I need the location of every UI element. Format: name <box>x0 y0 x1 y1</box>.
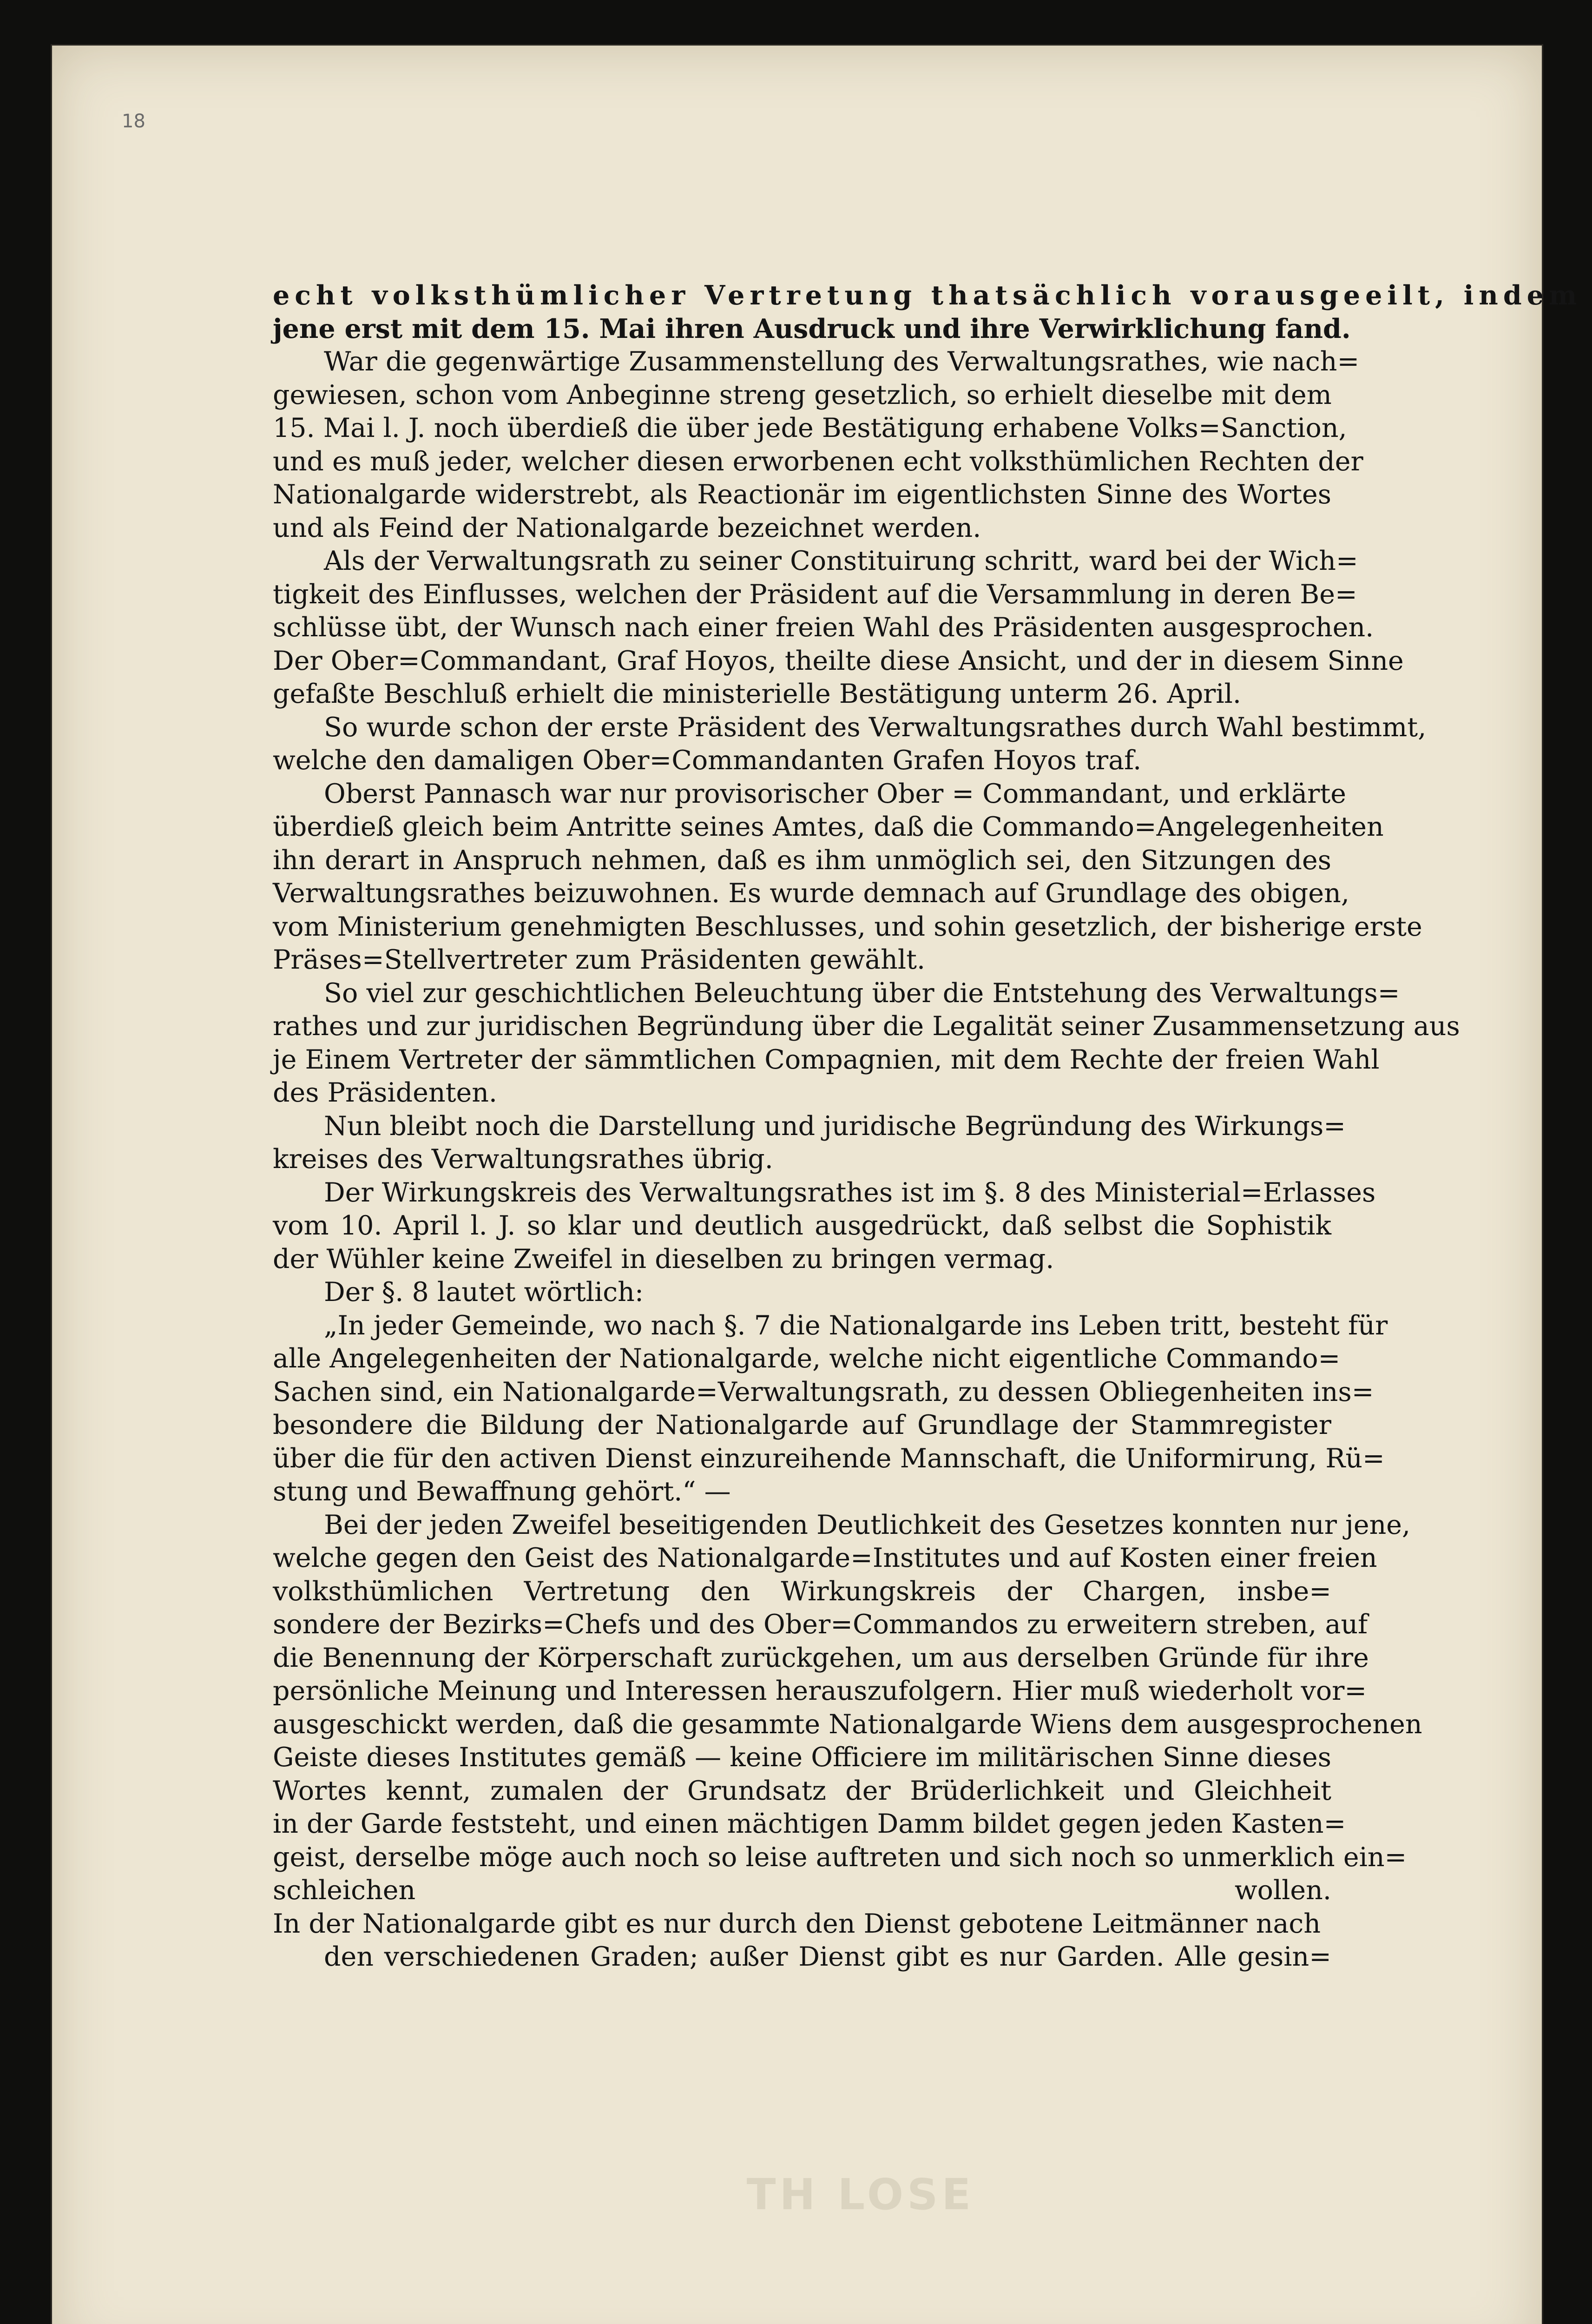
text-line: Der §. 8 lautet wörtlich: <box>324 1277 644 1307</box>
text-line: je Einem Vertreter der sämmtlichen Compagnien, mit dem Rechte der freien Wahl <box>273 1044 1380 1075</box>
text-line: Bei der jeden Zweifel beseitigenden Deutlichkeit des Gesetzes konnten nur jene, <box>324 1509 1411 1540</box>
text-line: Nun bleibt noch die Darstellung und juridische Begründung des Wirkungs= <box>324 1110 1346 1142</box>
text-line <box>273 1974 1331 2007</box>
text-line: volksthümlichen Vertretung den Wirkungskreis der Chargen, insbe= <box>273 1576 1331 1607</box>
text-line: besondere die Bildung der Nationalgarde auf Grundlage der Stammregister <box>273 1410 1331 1440</box>
body-text <box>273 279 1582 2075</box>
text-line: alle Angelegenheiten der Nationalgarde, welche nicht eigentliche Commando= <box>273 1343 1341 1374</box>
text-line: der Wühler keine Zweifel in dieselben zu bringen vermag. <box>273 1243 1054 1274</box>
text-line: vom 10. April l. J. so klar und deutlich ausgedrückt, daß selbst die Sophistik <box>273 1210 1331 1241</box>
text-line: und es muß jeder, welcher diesen erworbenen echt volksthümlichen Rechten der <box>273 446 1363 477</box>
text-line: kreises des Verwaltungsrathes übrig. <box>273 1144 773 1175</box>
bleedthrough-stamp: TH LOSE <box>746 2170 975 2219</box>
text-line: ausgeschickt werden, daß die gesammte Nationalgarde Wiens dem ausgesprochenen <box>273 1709 1422 1740</box>
text-line: geist, derselbe möge auch noch so leise auftreten und sich noch so unmerklich ein= <box>273 1842 1407 1873</box>
text-line: jene erst mit dem 15. Mai ihren Ausdruck und ihre Verwirklichung fand. <box>273 313 1351 344</box>
text-line: War die gegenwärtige Zusammenstellung des Verwaltungsrathes, wie nach= <box>324 346 1360 377</box>
text-line: überdieß gleich beim Antritte seines Amtes, daß die Commando=Angelegenheiten <box>273 812 1384 842</box>
text-line: des Präsidenten. <box>273 1077 498 1108</box>
text-line: „In jeder Gemeinde, wo nach §. 7 die Nationalgarde ins Leben tritt, besteht für <box>324 1310 1388 1341</box>
text-line: Als der Verwaltungsrath zu seiner Constituirung schritt, ward bei der Wich= <box>324 546 1358 576</box>
text-line: tigkeit des Einflusses, welchen der Präsident auf die Versammlung in deren Be= <box>273 579 1357 610</box>
text-line: Nationalgarde widerstrebt, als Reactionär im eigentlichsten Sinne des Wortes <box>273 479 1331 510</box>
text-line: stung und Bewaffnung gehört.“ — <box>273 1476 731 1507</box>
text-line: Oberst Pannasch war nur provisorischer Ober = Commandant, und erklärte <box>324 778 1346 809</box>
text-line: über die für den activen Dienst einzureihende Mannschaft, die Uniformirung, Rü= <box>273 1443 1385 1474</box>
text-line: den verschiedenen Graden; außer Dienst gibt es nur Garden. Alle gesin= <box>324 1941 1331 1972</box>
text-line: Der Wirkungskreis des Verwaltungsrathes ist im §. 8 des Ministerial=Erlasses <box>324 1177 1376 1208</box>
text-line: In der Nationalgarde gibt es nur durch den Dienst gebotene Leitmänner nach <box>273 1908 1321 1939</box>
text-line: welche gegen den Geist des Nationalgarde=Institutes und auf Kosten einer freien <box>273 1543 1377 1573</box>
text-line: vom Ministerium genehmigten Beschlusses, und sohin gesetzlich, der bisherige erste <box>273 911 1422 942</box>
page-number: 18 <box>122 111 145 132</box>
text-line: ihn derart in Anspruch nehmen, daß es ihm unmöglich sei, den Sitzungen des <box>273 845 1331 876</box>
text-line: die Benennung der Körperschaft zurückgehen, um aus derselben Gründe für ihre <box>273 1642 1369 1673</box>
text-line: Der Ober=Commandant, Graf Hoyos, theilte diese Ansicht, und der in diesem Sinne <box>273 645 1404 676</box>
text-line: welche den damaligen Ober=Commandanten Grafen Hoyos traf. <box>273 745 1142 776</box>
text-line: So viel zur geschichtlichen Beleuchtung über die Entstehung des Verwaltungs= <box>324 977 1400 1009</box>
text-line: in der Garde feststeht, und einen mächtigen Damm bildet gegen jeden Kasten= <box>273 1809 1346 1839</box>
text-line: Wortes kennt, zumalen der Grundsatz der Brüderlichkeit und Gleichheit <box>273 1775 1331 1806</box>
text-line: Präses=Stellvertreter zum Präsidenten gewählt. <box>273 944 926 975</box>
text-line: gewiesen, schon vom Anbeginne streng gesetzlich, so erhielt dieselbe mit dem <box>273 379 1332 410</box>
text-line: echt volksthümlicher Vertretung thatsächlich vorausgeeilt, indem <box>273 280 1582 311</box>
text-line: und als Feind der Nationalgarde bezeichnet werden. <box>273 512 981 543</box>
text-line: gefaßte Beschluß erhielt die ministerielle Bestätigung unterm 26. April. <box>273 679 1242 709</box>
text-line: Verwaltungsrathes beizuwohnen. Es wurde demnach auf Grundlage des obigen, <box>273 878 1349 909</box>
text-line: rathes und zur juridischen Begründung über die Legalität seiner Zusammensetzung aus <box>273 1011 1460 1042</box>
text-line: sondere der Bezirks=Chefs und des Ober=Commandos zu erweitern streben, auf <box>273 1609 1368 1640</box>
text-line: schlüsse übt, der Wunsch nach einer freien Wahl des Präsidenten ausgesprochen. <box>273 612 1374 643</box>
text-line: So wurde schon der erste Präsident des Verwaltungsrathes durch Wahl bestimmt, <box>324 712 1427 743</box>
text-line: Geiste dieses Institutes gemäß — keine Officiere im militärischen Sinne dieses <box>273 1742 1331 1773</box>
text-line: Sachen sind, ein Nationalgarde=Verwaltungsrath, zu dessen Obliegenheiten ins= <box>273 1376 1374 1407</box>
text-line: schleichen wollen. <box>273 1875 1331 1906</box>
text-line: 15. Mai l. J. noch überdieß die über jede Bestätigung erhabene Volks=Sanction, <box>273 413 1347 443</box>
text-line: persönliche Meinung und Interessen herauszufolgern. Hier muß wiederholt vor= <box>273 1676 1367 1706</box>
